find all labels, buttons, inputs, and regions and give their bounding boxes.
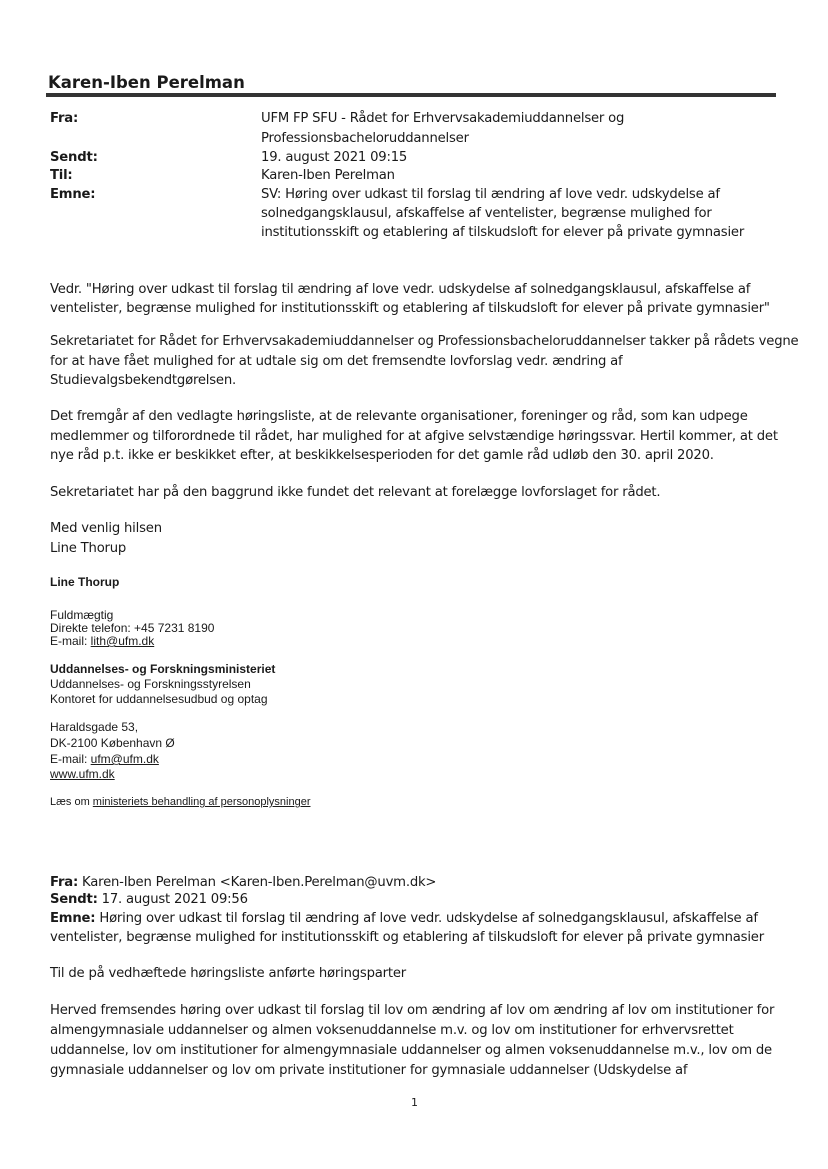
- org-email-link[interactable]: ufm@ufm.dk: [90, 752, 159, 766]
- website-link[interactable]: www.ufm.dk: [50, 767, 115, 781]
- body-paragraph-3-line-3: nye råd p.t. ikke er beskikket efter, at beskikkelsesperioden for det gamle råd udløb den 30. april 2020.: [50, 448, 714, 463]
- quoted-sent: [50, 891, 248, 909]
- quoted-from: [50, 874, 436, 892]
- signature-role: Fuldmægtig: [50, 608, 114, 622]
- page-number: 1: [411, 1096, 418, 1109]
- signature-office: Kontoret for uddannelsesudbud og optag: [50, 692, 268, 706]
- signature-agency: Uddannelses- og Forskningsstyrelsen: [50, 677, 251, 691]
- privacy-prefix: Læs om: [50, 796, 93, 808]
- sent-label: Sendt:: [50, 150, 98, 165]
- quoted-subject-line-2: ventelister, begrænse mulighed for institutionsskift og etablering af tilskudsloft for elever på private gymnasier: [50, 930, 764, 945]
- quoted-paragraph-line-3: uddannelse, lov om institutioner for almengymnasiale uddannelser og almen voksenuddannelse m.v., lov om de: [50, 1043, 772, 1058]
- body-paragraph-3-line-2: medlemmer og tilforordnede til rådet, har mulighed for at afgive selvstændige høringssvar. Hertil kommer, at det: [50, 429, 778, 444]
- signature-email-label: E-mail:: [50, 634, 91, 648]
- quoted-sent-label: Sendt:: [50, 892, 98, 907]
- quoted-paragraph-line-4: gymnasiale uddannelser og lov om private institutioner for gymnasiale uddannelser (Udskydelse af: [50, 1063, 688, 1078]
- body-paragraph-1-line-2: ventelister, begrænse mulighed for institutionsskift og etablering af tilskudsloft for elever på private gymnasier": [50, 301, 770, 316]
- signature-email-link[interactable]: lith@ufm.dk: [90, 634, 155, 648]
- quoted-subject: [50, 910, 758, 928]
- to-label: Til:: [50, 168, 73, 183]
- signature-street: Haraldsgade 53,: [50, 720, 139, 734]
- quoted-from-value: Karen-Iben Perelman <Karen-Iben.Perelman@uvm.dk>: [78, 875, 437, 890]
- quoted-subject-label: Emne:: [50, 911, 96, 926]
- body-paragraph-4: Sekretariatet har på den baggrund ikke fundet det relevant at forelægge lovforslaget for rådet.: [50, 485, 661, 500]
- signature-city: DK-2100 København Ø: [50, 736, 175, 750]
- header-divider: [46, 93, 776, 97]
- org-email-label: E-mail:: [50, 752, 91, 766]
- body-paragraph-2-line-3: Studievalgsbekendtgørelsen.: [50, 373, 236, 388]
- closing-name: Line Thorup: [50, 541, 127, 556]
- quoted-paragraph: Herved fremsendes høring over udkast til forslag til lov om ændring af lov om ændring af lov om institutioner for: [50, 1003, 775, 1018]
- to-value: Karen-Iben Perelman: [261, 168, 395, 183]
- quoted-sent-value: 17. august 2021 09:56: [97, 892, 248, 907]
- privacy-link[interactable]: ministeriets behandling af personoplysninger: [92, 796, 311, 808]
- sent-value: 19. august 2021 09:15: [261, 150, 408, 165]
- quoted-greeting: Til de på vedhæftede høringsliste anførte høringsparter: [50, 966, 406, 981]
- from-label: Fra:: [50, 111, 79, 126]
- signature-org-email-line: [50, 752, 159, 767]
- body-paragraph-1: Vedr. "Høring over udkast til forslag til ændring af love vedr. udskydelse af solnedgangsklausul, afskaffelse af: [50, 282, 751, 297]
- signature-org: Uddannelses- og Forskningsministeriet: [50, 662, 276, 676]
- quoted-paragraph-line-2: almengymnasiale uddannelser og almen voksenuddannelse m.v. og lov om institutioner for erhvervsrettet: [50, 1023, 734, 1038]
- quoted-from-label: Fra:: [50, 875, 79, 890]
- subject-label: Emne:: [50, 187, 96, 202]
- from-value-2: Professionsbacheloruddannelser: [261, 131, 469, 146]
- quoted-subject-value: Høring over udkast til forslag til ændring af love vedr. udskydelse af solnedgangsklausul, afskaffelse af: [95, 911, 758, 926]
- subject-value-2: solnedgangsklausul, afskaffelse af ventelister, begrænse mulighed for: [261, 206, 712, 221]
- signature-name: Line Thorup: [50, 575, 120, 589]
- signature-email-line: [50, 634, 154, 649]
- body-paragraph-3: Det fremgår af den vedlagte høringsliste, at de relevante organisationer, foreninger og råd, som kan udpege: [50, 409, 748, 424]
- recipient-name-title: Karen-Iben Perelman: [48, 73, 245, 92]
- subject-value: SV: Høring over udkast til forslag til ændring af love vedr. udskydelse af: [261, 187, 720, 202]
- from-value: UFM FP SFU - Rådet for Erhvervsakademiuddannelser og: [261, 111, 625, 126]
- body-paragraph-2: Sekretariatet for Rådet for Erhvervsakademiuddannelser og Professionsbacheloruddannelser takker på rådets vegne: [50, 334, 799, 349]
- privacy-line: [50, 795, 310, 810]
- signature-phone: Direkte telefon: +45 7231 8190: [50, 621, 215, 635]
- body-paragraph-2-line-2: for at have fået mulighed for at udtale sig om det fremsendte lovforslag vedr. ændring af: [50, 354, 623, 369]
- closing-greeting: Med venlig hilsen: [50, 521, 162, 536]
- subject-value-3: institutionsskift og etablering af tilskudsloft for elever på private gymnasier: [261, 225, 745, 240]
